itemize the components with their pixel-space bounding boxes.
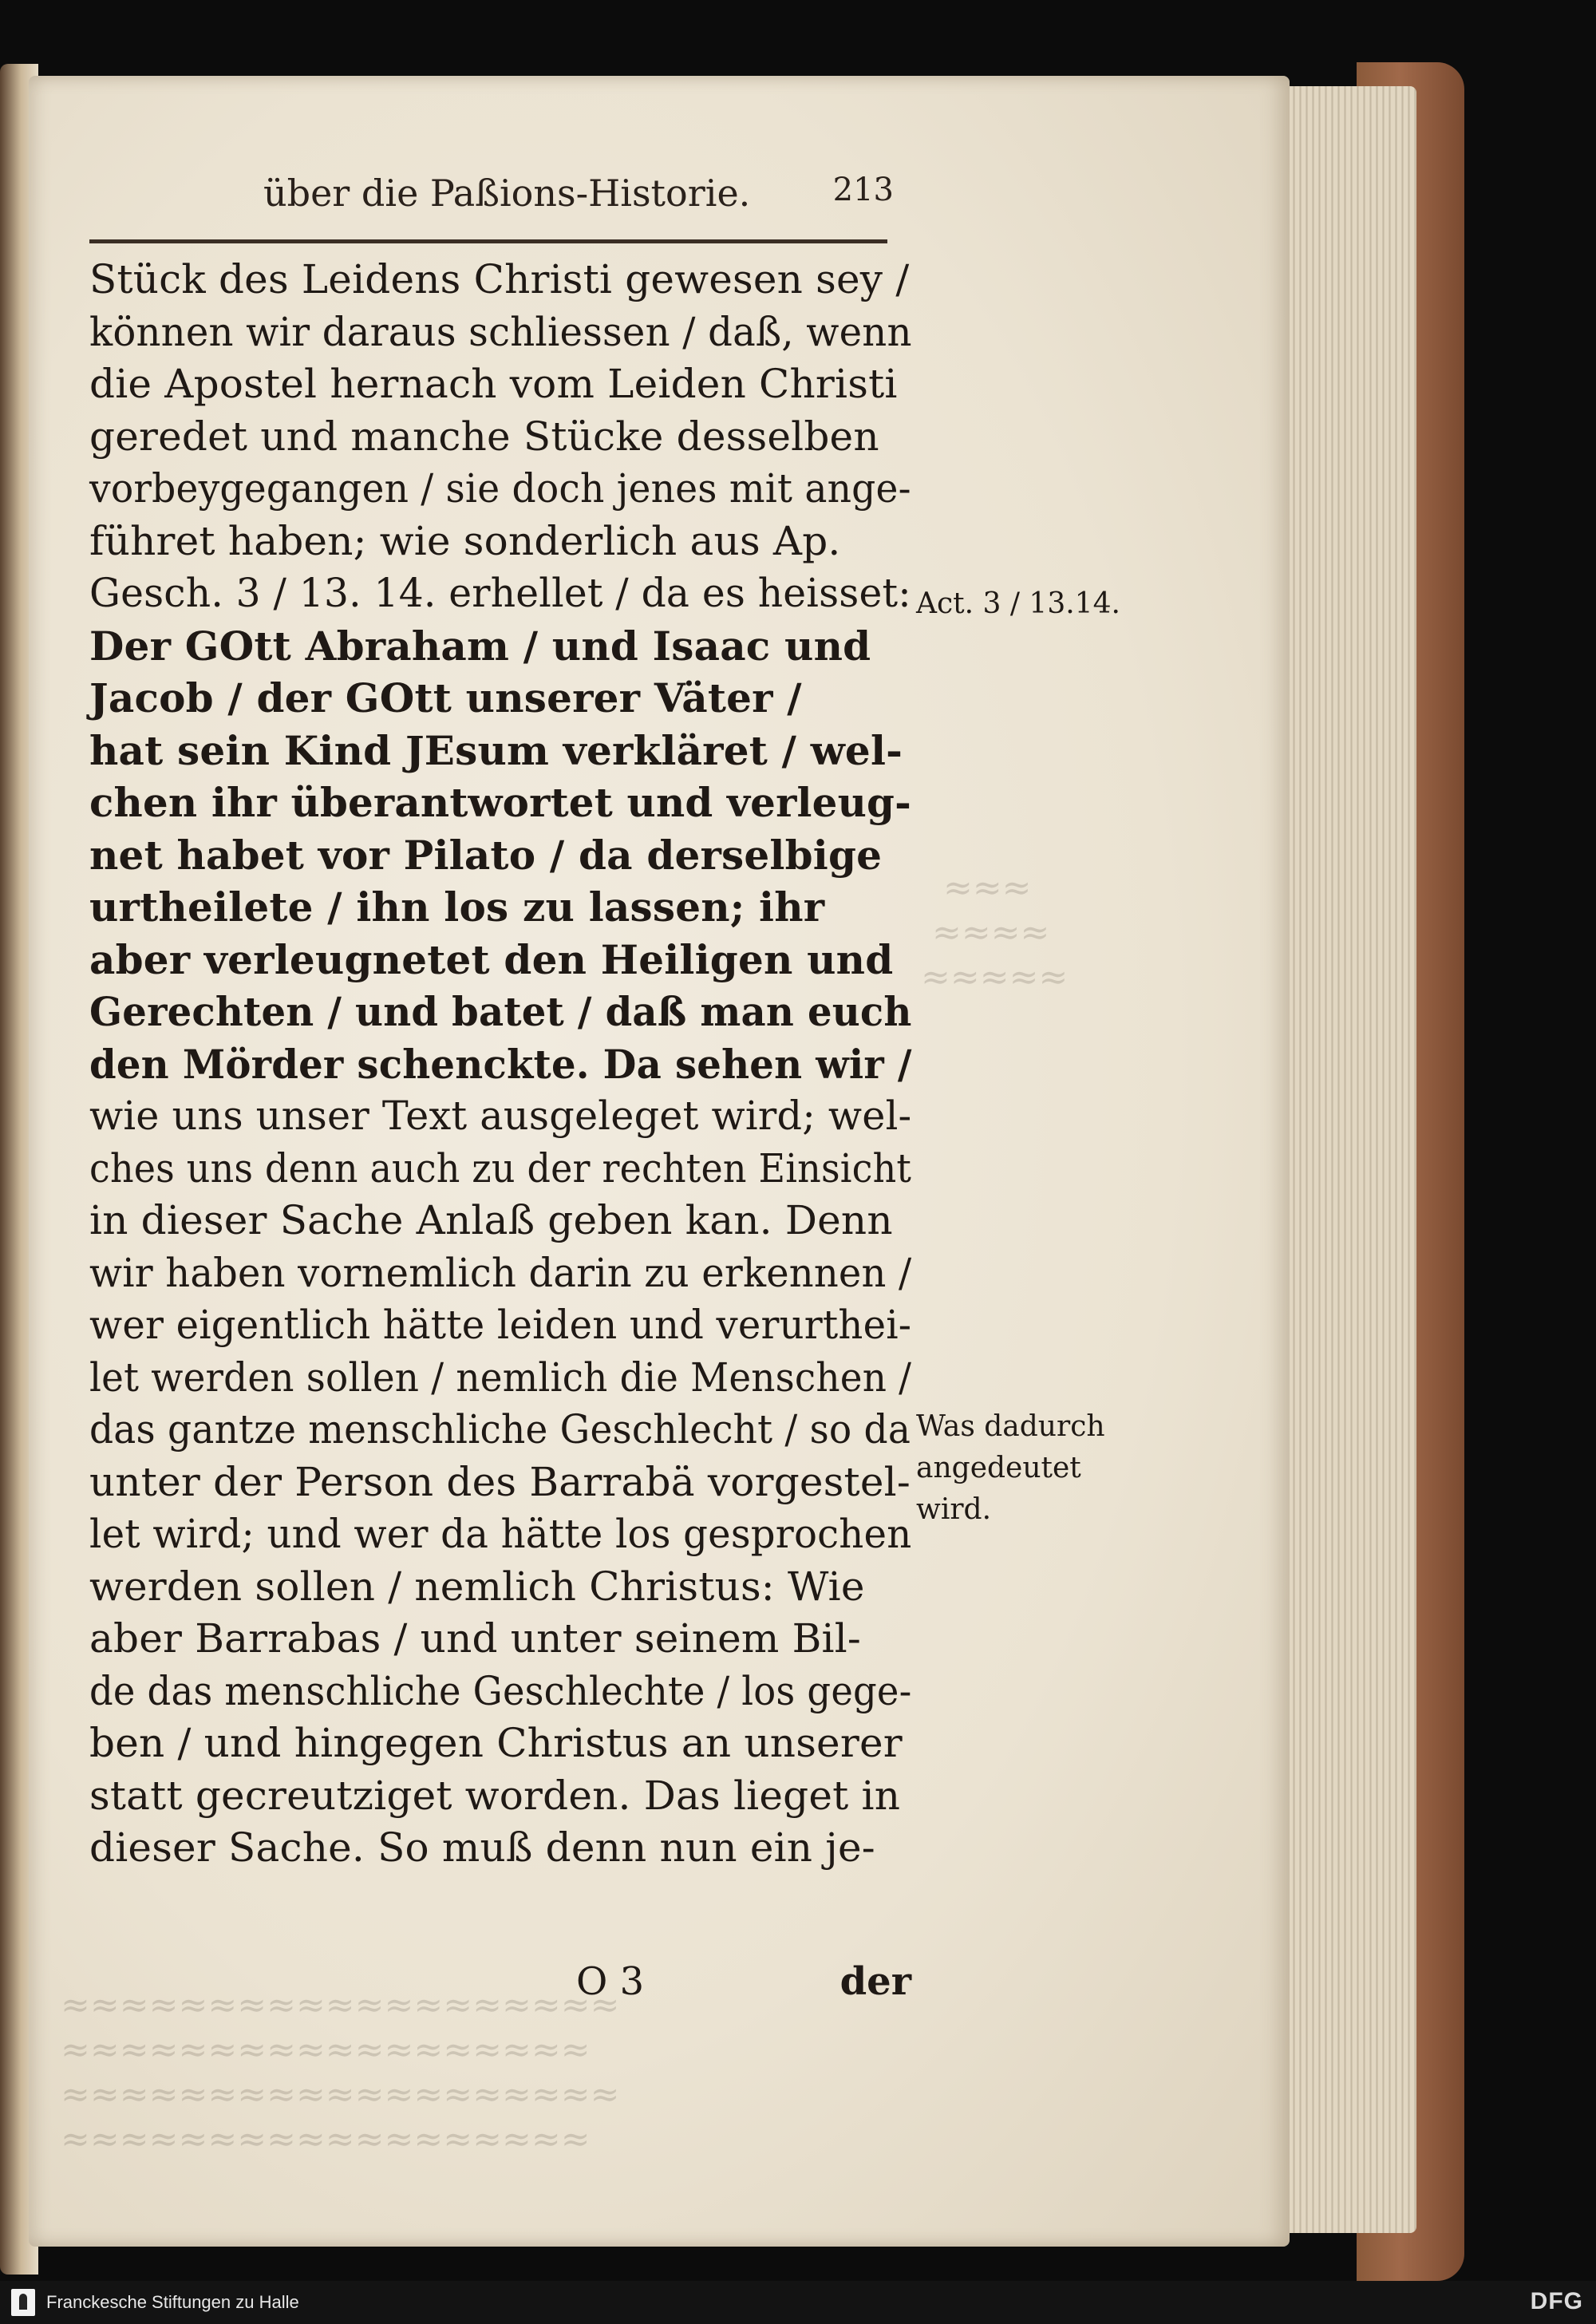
text-line: unter der Person des Barrabä vorgestel-	[89, 1458, 911, 1505]
catchword: der	[839, 1959, 911, 2004]
text-line: werden sollen / nemlich Christus: Wie	[89, 1563, 865, 1610]
text-line: können wir daraus schliessen / daß, wenn	[89, 308, 912, 355]
text-line: in dieser Sache Anlaß geben kan. Denn	[89, 1197, 893, 1243]
dfg-logo: DFG	[1530, 2288, 1583, 2314]
text-line: chen ihr überantwortet und verleug-	[89, 779, 911, 826]
text-line: Jacob / der GOtt unserer Väter /	[89, 674, 802, 721]
text-line: let wird; und wer da hätte los gesprochen	[89, 1511, 912, 1557]
text-line: net habet vor Pilato / da derselbige	[89, 831, 883, 879]
text-line: Stück des Leidens Christi gewesen sey /	[89, 256, 910, 302]
text-line: wie uns unser Text ausgeleget wird; wel-	[89, 1093, 912, 1139]
institution-logo-icon	[11, 2289, 35, 2316]
text-line: aber Barrabas / und unter seinem Bil-	[89, 1615, 862, 1662]
margin-reference: Act. 3 / 13.14.	[916, 587, 1120, 620]
margin-note	[916, 1406, 1105, 1531]
viewer-footer-bar	[0, 2281, 1596, 2324]
margin-note-line: Was dadurch	[916, 1410, 1105, 1443]
margin-note-line: wird.	[916, 1493, 992, 1526]
text-line: vorbeygegangen / sie doch jenes mit ange-	[89, 465, 911, 512]
text-line: hat sein Kind JEsum verkläret / wel-	[89, 726, 903, 774]
text-line: die Apostel hernach vom Leiden Christi	[89, 361, 898, 407]
text-line: den Mörder schenckte. Da sehen wir /	[89, 1040, 912, 1088]
institution-name: Franckesche Stiftungen zu Halle	[46, 2292, 299, 2312]
text-line: let werden sollen / nemlich die Menschen /	[89, 1354, 912, 1401]
show-through-text: ≈≈≈≈≈≈≈≈≈≈≈≈≈≈≈≈≈≈≈ ≈≈≈≈≈≈≈≈≈≈≈≈≈≈≈≈≈≈ ≈≈≈≈≈≈≈≈≈≈≈≈≈≈≈≈≈≈≈ ≈≈≈≈≈≈≈≈≈≈≈≈≈≈≈≈≈≈	[61, 1985, 620, 2160]
text-line: wir haben vornemlich darin zu erkennen /	[89, 1249, 912, 1296]
text-line: urtheilete / ihn los zu lassen; ihr	[89, 883, 825, 931]
running-title: über die Paßions-Historie.	[263, 172, 751, 215]
text-line: führet haben; wie sonderlich aus Ap.	[89, 517, 841, 564]
text-line: wer eigentlich hätte leiden und verurthei-	[89, 1302, 912, 1348]
text-line: dieser Sache. So muß denn nun ein je-	[89, 1824, 875, 1871]
page-footer	[89, 1959, 911, 2015]
text-line: geredet und manche Stücke desselben	[89, 413, 879, 460]
signature-mark: O 3	[576, 1959, 645, 2004]
body-text	[89, 254, 911, 1875]
text-line: Gesch. 3 / 13. 14. erhellet / da es heisset:	[89, 570, 911, 616]
show-through-text: ≈≈≈ ≈≈≈≈ ≈≈≈≈≈	[920, 868, 1069, 998]
text-line: aber verleugnetet den Heiligen und	[89, 935, 894, 983]
page-header	[88, 172, 894, 227]
header-rule	[89, 239, 887, 243]
text-line: ches uns denn auch zu der rechten Einsicht	[89, 1144, 912, 1192]
text-line: Gerechten / und batet / daß man euch	[89, 988, 912, 1035]
text-line: statt gecreutziget worden. Das lieget in	[89, 1772, 901, 1819]
text-line: ben / und hingegen Christus an unserer	[89, 1720, 903, 1766]
page-number: 213	[832, 172, 894, 208]
margin-note-line: angedeutet	[916, 1452, 1081, 1484]
text-line: de das menschliche Geschlechte / los gege-	[89, 1667, 912, 1714]
text-line: Der GOtt Abraham / und Isaac und	[89, 622, 871, 670]
text-line: das gantze menschliche Geschlecht / so da	[89, 1406, 911, 1452]
